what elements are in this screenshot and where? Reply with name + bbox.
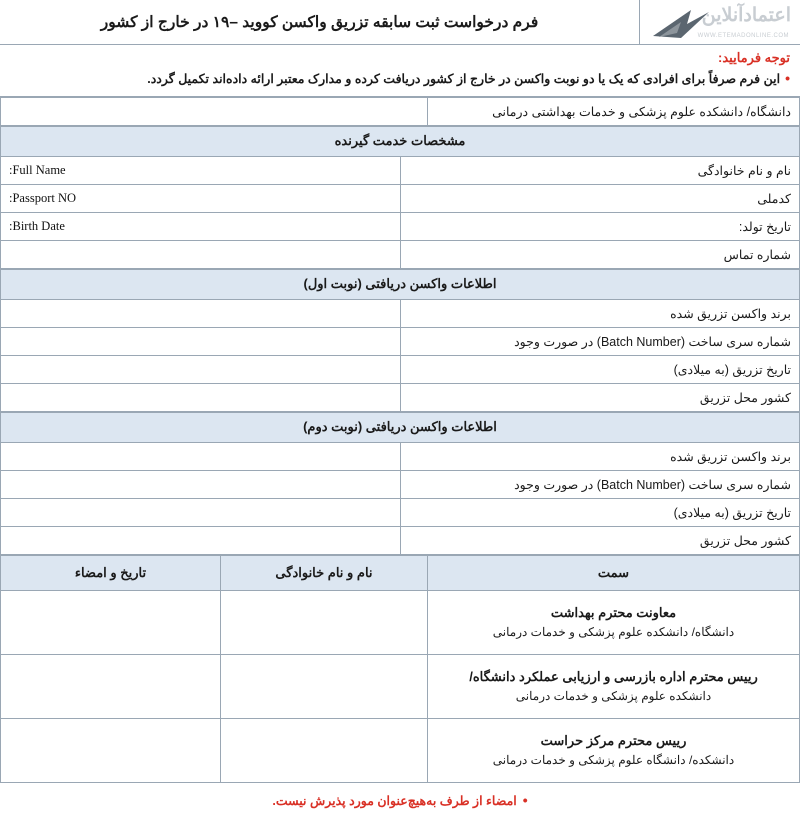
signature-table-header [1,555,800,590]
column-header-role: سمت [428,555,800,590]
table-row [1,442,800,470]
signature-cell-inspection-head[interactable] [1,654,221,718]
field-value-dose2-brand[interactable] [1,442,401,470]
table-row [1,470,800,498]
field-value-dose1-batch[interactable] [1,327,401,355]
page-title: فرم درخواست ثبت سابقه تزریق واکسن کووید –۱۹ در خارج از کشور [100,13,539,31]
field-label-national-code: کدملی [400,184,800,212]
logo-website-text: WWW.ETEMADONLINE.COM [697,33,789,39]
section-header-second-dose [1,412,800,442]
role-title: رییس محترم مرکز حراست [540,732,687,748]
table-row [1,355,800,383]
role-cell-security-head [428,718,800,782]
university-value[interactable] [1,97,428,125]
field-value-full-name[interactable]: Full Name: [1,156,401,184]
name-cell-inspection-head[interactable] [221,654,428,718]
section-title: اطلاعات واکسن دریافتی (نوبت دوم) [1,412,800,442]
footer-note [0,783,800,815]
column-header-date-signature: تاریخ و امضاء [1,555,221,590]
role-title: معاونت محترم بهداشت [550,604,677,620]
first-dose-section-table [0,269,800,412]
field-label-dose2-country: کشور محل تزریق [400,526,800,554]
field-label-full-name: نام و نام خانوادگی [400,156,800,184]
table-row [1,383,800,411]
signature-table [0,555,800,783]
table-row [1,184,800,212]
field-value-dose1-date[interactable] [1,355,401,383]
field-label-dose1-brand: برند واکسن تزریق شده [400,299,800,327]
name-cell-health-deputy[interactable] [221,590,428,654]
bullet-icon: • [522,791,528,808]
notice-title: توجه فرمایید: [718,50,790,65]
table-row [1,240,800,268]
notice-text: این فرم صرفاً برای افرادی که یک یا دو نوبت واکسن در خارج از کشور دریافت کرده و مدارک معتبر ارائه داده‌اند تکمیل گردد. [147,72,781,86]
field-label-dose2-batch: شماره سری ساخت (Batch Number) در صورت وجود [400,470,800,498]
table-row [1,654,800,718]
field-label-dose1-country: کشور محل تزریق [400,383,800,411]
document-header [0,0,800,45]
second-dose-section-table [0,412,800,555]
bullet-icon: • [785,70,790,86]
recipient-section-table [0,126,800,269]
footer-note-text: امضاء از طرف به‌هیچ‌عنوان مورد پذیرش نیست. [272,793,517,808]
role-subtitle: دانشکده علوم پزشکی و خدمات درمانی [515,689,712,704]
table-row [1,212,800,240]
field-label-dose1-batch: شماره سری ساخت (Batch Number) در صورت وجود [400,327,800,355]
notice-block [0,45,800,97]
field-label-phone: شماره تماس [400,240,800,268]
role-cell-health-deputy [428,590,800,654]
table-row [1,156,800,184]
logo [645,2,795,42]
section-header-recipient [1,126,800,156]
university-label: دانشگاه/ دانشکده علوم پزشکی و خدمات بهداشتی درمانی [428,97,800,125]
table-row [1,327,800,355]
column-header-name: نام و نام خانوادگی [221,555,428,590]
role-cell-inspection-head [428,654,800,718]
table-row [1,299,800,327]
field-value-dose1-country[interactable] [1,383,401,411]
table-row [1,590,800,654]
field-label-dose1-date: تاریخ تزریق (به میلادی) [400,355,800,383]
signature-cell-security-head[interactable] [1,718,221,782]
section-title: اطلاعات واکسن دریافتی (نوبت اول) [1,269,800,299]
table-row [1,498,800,526]
logo-bird-icon [651,6,713,44]
field-value-dose2-batch[interactable] [1,470,401,498]
field-value-dose2-date[interactable] [1,498,401,526]
role-subtitle: دانشکده/ دانشگاه علوم پزشکی و خدمات درمانی [492,753,735,768]
field-label-birth-date: تاریخ تولد: [400,212,800,240]
signature-cell-health-deputy[interactable] [1,590,221,654]
field-value-birth-date[interactable]: Birth Date: [1,212,401,240]
university-table [0,97,800,126]
field-label-dose2-date: تاریخ تزریق (به میلادی) [400,498,800,526]
field-label-dose2-brand: برند واکسن تزریق شده [400,442,800,470]
logo-wordmark: اعتمادآنلاین [701,5,791,26]
logo-cell [639,0,800,44]
role-subtitle: دانشگاه/ دانشکده علوم پزشکی و خدمات درمانی [492,625,735,640]
table-row [1,718,800,782]
field-value-phone[interactable] [1,240,401,268]
field-value-passport-no[interactable]: Passport NO: [1,184,401,212]
notice-body [10,70,790,89]
name-cell-security-head[interactable] [221,718,428,782]
table-row [1,526,800,554]
role-title: رییس محترم اداره بازرسی و ارزیابی عملکرد دانشگاه/ [469,668,758,684]
table-row [1,97,800,125]
section-title: مشخصات خدمت گیرنده [1,126,800,156]
field-value-dose1-brand[interactable] [1,299,401,327]
field-value-dose2-country[interactable] [1,526,401,554]
section-header-first-dose [1,269,800,299]
